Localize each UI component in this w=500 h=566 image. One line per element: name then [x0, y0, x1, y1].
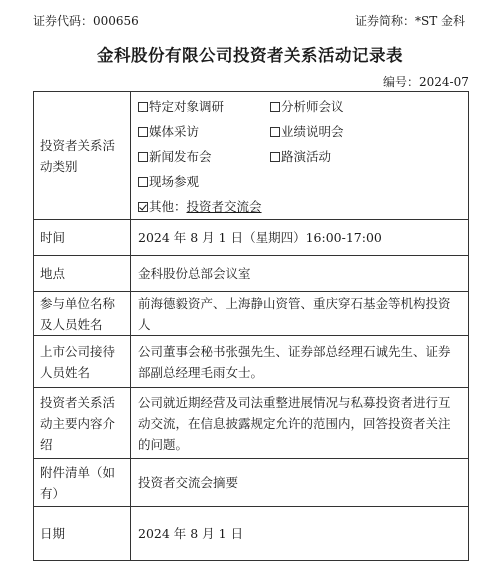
- option-press-conference[interactable]: 新闻发布会: [138, 146, 270, 167]
- checkbox-icon: [270, 152, 280, 162]
- receivers-label: 上市公司接待人员姓名: [34, 336, 131, 388]
- content-row: [34, 388, 469, 459]
- time-label: 时间: [34, 220, 131, 256]
- option-specific-research[interactable]: 特定对象调研: [138, 96, 270, 117]
- checkbox-icon: [138, 102, 148, 112]
- other-activity-value: 投资者交流会: [186, 199, 262, 214]
- time-row: [34, 220, 469, 256]
- checkbox-icon: [270, 102, 280, 112]
- document-title: 金科股份有限公司投资者关系活动记录表: [97, 46, 403, 65]
- checkbox-icon: [138, 127, 148, 137]
- option-earnings-call[interactable]: 业绩说明会: [270, 121, 420, 142]
- date-label: 日期: [34, 507, 131, 561]
- option-analyst-meeting[interactable]: 分析师会议: [270, 96, 420, 117]
- checked-checkbox-icon: [138, 202, 148, 212]
- stock-abbreviation: 证券简称：*ST 金科: [355, 14, 466, 28]
- content-value: 公司就近期经营及司法重整进展情况与私募投资者进行互动交流，在信息披露规定允许的范围内，回答投资者关注的问题。: [131, 388, 469, 459]
- attachment-label: 附件清单（如有）: [34, 459, 131, 507]
- place-label: 地点: [34, 256, 131, 292]
- option-roadshow[interactable]: 路演活动: [270, 146, 420, 167]
- participants-value: 前海德毅资产、上海静山资管、重庆穿石基金等机构投资人: [131, 292, 469, 336]
- date-row: [34, 507, 469, 561]
- checkbox-icon: [138, 152, 148, 162]
- option-media-interview[interactable]: 媒体采访: [138, 121, 270, 142]
- option-site-visit[interactable]: 现场参观: [138, 171, 420, 192]
- activity-type-options: [131, 92, 469, 220]
- place-row: [34, 256, 469, 292]
- activity-type-label: 投资者关系活动类别: [34, 92, 131, 220]
- time-value: 2024 年 8 月 1 日（星期四）16:00-17:00: [131, 220, 469, 256]
- participants-row: [34, 292, 469, 336]
- receivers-row: [34, 336, 469, 388]
- receivers-value: 公司董事会秘书张强先生、证券部总经理石诚先生、证券部副总经理毛雨女士。: [131, 336, 469, 388]
- content-label: 投资者关系活动主要内容介绍: [34, 388, 131, 459]
- stock-code: 证券代码：000656: [33, 14, 139, 28]
- record-table: [33, 91, 469, 561]
- serial-number: 编号：2024-07: [383, 75, 469, 89]
- activity-type-row: [34, 92, 469, 220]
- attachment-value: 投资者交流会摘要: [131, 459, 469, 507]
- date-value: 2024 年 8 月 1 日: [131, 507, 469, 561]
- participants-label: 参与单位名称及人员姓名: [34, 292, 131, 336]
- checkbox-icon: [138, 177, 148, 187]
- attachment-row: [34, 459, 469, 507]
- option-other[interactable]: 其他： 投资者交流会: [138, 196, 420, 217]
- checkbox-icon: [270, 127, 280, 137]
- place-value: 金科股份总部会议室: [131, 256, 469, 292]
